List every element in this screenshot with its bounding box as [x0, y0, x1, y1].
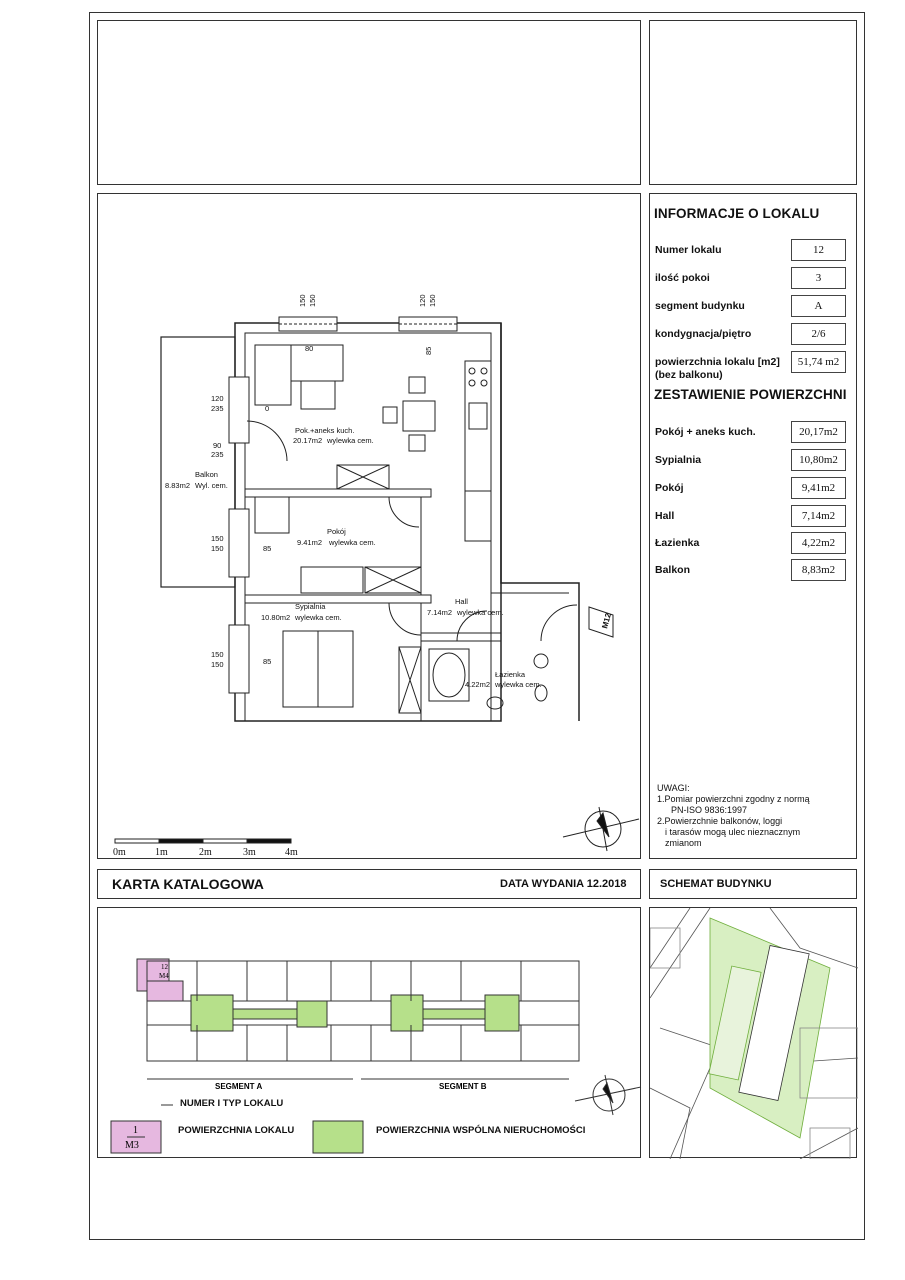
dim-left-2-b: 150	[211, 544, 224, 553]
room-area-bedroom: 10.80m2	[261, 613, 291, 622]
label-room: Pokój	[655, 482, 684, 494]
dim-door-b: 235	[211, 450, 224, 459]
legend-common-label: POWIERZCHNIA WSPÓLNA NIERUCHOMOŚCI	[376, 1125, 586, 1136]
scale-3m: 3m	[243, 847, 256, 858]
header-box-right	[649, 20, 857, 185]
value-floor: 2/6	[791, 323, 846, 345]
dim-window-2-b: 150	[428, 294, 437, 307]
room-floor-living: wylewka cem.	[327, 436, 374, 445]
room-area-balcony: 8.83m2	[165, 481, 191, 490]
schema-bar	[649, 869, 857, 899]
room-area-living: 20.17m2	[293, 436, 323, 445]
note-line-3: 2.Powierzchnie balkonów, loggi	[657, 816, 783, 826]
scale-2m: 2m	[199, 847, 212, 858]
room-name-living: Pok.+aneks kuch.	[295, 426, 355, 435]
unit-entry-tag: M12	[600, 612, 613, 630]
schema-title: SCHEMAT BUDYNKU	[660, 878, 772, 890]
dim-window-2-a: 120	[418, 294, 427, 307]
note-line-2: PN-ISO 9836:1997	[671, 805, 748, 815]
room-area-bathroom: 4.22m2	[465, 680, 491, 689]
label-area: powierzchnia lokalu [m2]	[655, 356, 780, 368]
label-area-note: (bez balkonu)	[655, 369, 723, 381]
floor-plan-panel	[97, 193, 641, 859]
value-bedroom: 10,80m2	[791, 449, 846, 471]
issue-date: DATA WYDANIA 12.2018	[500, 878, 627, 890]
value-bathroom: 4,22m2	[791, 532, 846, 554]
legend-type: M3	[125, 1140, 139, 1151]
segment-b-label: SEGMENT B	[439, 1082, 487, 1091]
value-balcony: 8,83m2	[791, 559, 846, 581]
label-living: Pokój + aneks kuch.	[655, 426, 756, 438]
dim-left-3-a: 150	[211, 650, 224, 659]
header-box-left	[97, 20, 641, 185]
label-bathroom: Łazienka	[655, 537, 700, 549]
room-floor-room: wylewka cem.	[329, 538, 376, 547]
value-unit-number: 12	[791, 239, 846, 261]
dim-sill-top: 85	[424, 346, 433, 355]
room-name-balcony: Balkon	[195, 470, 218, 479]
note-line-4: i tarasów mogą ulec nieznacznym	[665, 827, 801, 837]
label-room-count: ilość pokoi	[655, 272, 710, 284]
dim-left-1-b: 235	[211, 404, 224, 413]
notes	[657, 783, 810, 849]
dim-left-3-b: 150	[211, 660, 224, 669]
value-living: 20,17m2	[791, 421, 846, 443]
dim-zero: 0	[265, 404, 270, 413]
site-plan-panel	[649, 907, 857, 1158]
value-hall: 7,14m2	[791, 505, 846, 527]
scale-4m: 4m	[285, 847, 298, 858]
value-segment: A	[791, 295, 846, 317]
note-line-1: 1.Pomiar powierzchni zgodny z normą	[657, 794, 810, 804]
dim-door-a: 90	[213, 441, 222, 450]
dim-window-1-b: 150	[308, 294, 317, 307]
room-floor-bathroom: wylewka cem.	[495, 680, 542, 689]
key-plan-panel	[97, 907, 641, 1158]
legend-area-label: POWIERZCHNIA LOKALU	[178, 1125, 295, 1136]
dim-sill-2: 85	[263, 544, 272, 553]
scale-0m: 0m	[113, 847, 126, 858]
catalog-title: KARTA KATALOGOWA	[112, 876, 264, 892]
room-area-room: 9.41m2	[297, 538, 323, 547]
label-hall: Hall	[655, 510, 675, 522]
value-room: 9,41m2	[791, 477, 846, 499]
room-floor-bedroom: wylewka cem.	[295, 613, 342, 622]
label-floor: kondygnacja/piętro	[655, 328, 752, 340]
room-name-bathroom: Łazienka	[495, 670, 526, 679]
room-floor-hall: wylewka cem.	[457, 608, 504, 617]
summary-title: ZESTAWIENIE POWIERZCHNI	[654, 387, 847, 402]
unit-marker-number: 12	[161, 963, 168, 971]
legend-number: 1	[133, 1125, 138, 1136]
info-title: INFORMACJE O LOKALU	[654, 206, 820, 221]
label-segment: segment budynku	[655, 300, 745, 312]
label-unit-number: Numer lokalu	[655, 244, 722, 256]
dim-window-1-a: 150	[298, 294, 307, 307]
legend-number-label: NUMER I TYP LOKALU	[180, 1098, 284, 1109]
catalog-bar	[97, 869, 641, 899]
room-name-bedroom: Sypialnia	[295, 602, 326, 611]
note-line-5: zmianom	[665, 838, 702, 848]
value-area: 51,74 m2	[791, 351, 846, 373]
dim-sill-3: 85	[263, 657, 272, 666]
dim-left-2-a: 150	[211, 534, 224, 543]
room-floor-balcony: Wyl. cem.	[195, 481, 228, 490]
room-name-room: Pokój	[327, 527, 346, 536]
value-room-count: 3	[791, 267, 846, 289]
floor-plan-drawing	[98, 194, 642, 860]
room-area-hall: 7.14m2	[427, 608, 453, 617]
label-bedroom: Sypialnia	[655, 454, 702, 466]
segment-a-label: SEGMENT A	[215, 1082, 263, 1091]
dim-left-1-a: 120	[211, 394, 224, 403]
key-plan-drawing	[98, 908, 642, 1159]
dim-80: 80	[305, 344, 314, 353]
unit-marker-type: M4	[159, 972, 169, 980]
label-balcony: Balkon	[655, 564, 691, 576]
notes-title: UWAGI:	[657, 783, 690, 793]
room-name-hall: Hall	[455, 597, 468, 606]
site-plan-drawing	[650, 908, 858, 1159]
scale-1m: 1m	[155, 847, 168, 858]
